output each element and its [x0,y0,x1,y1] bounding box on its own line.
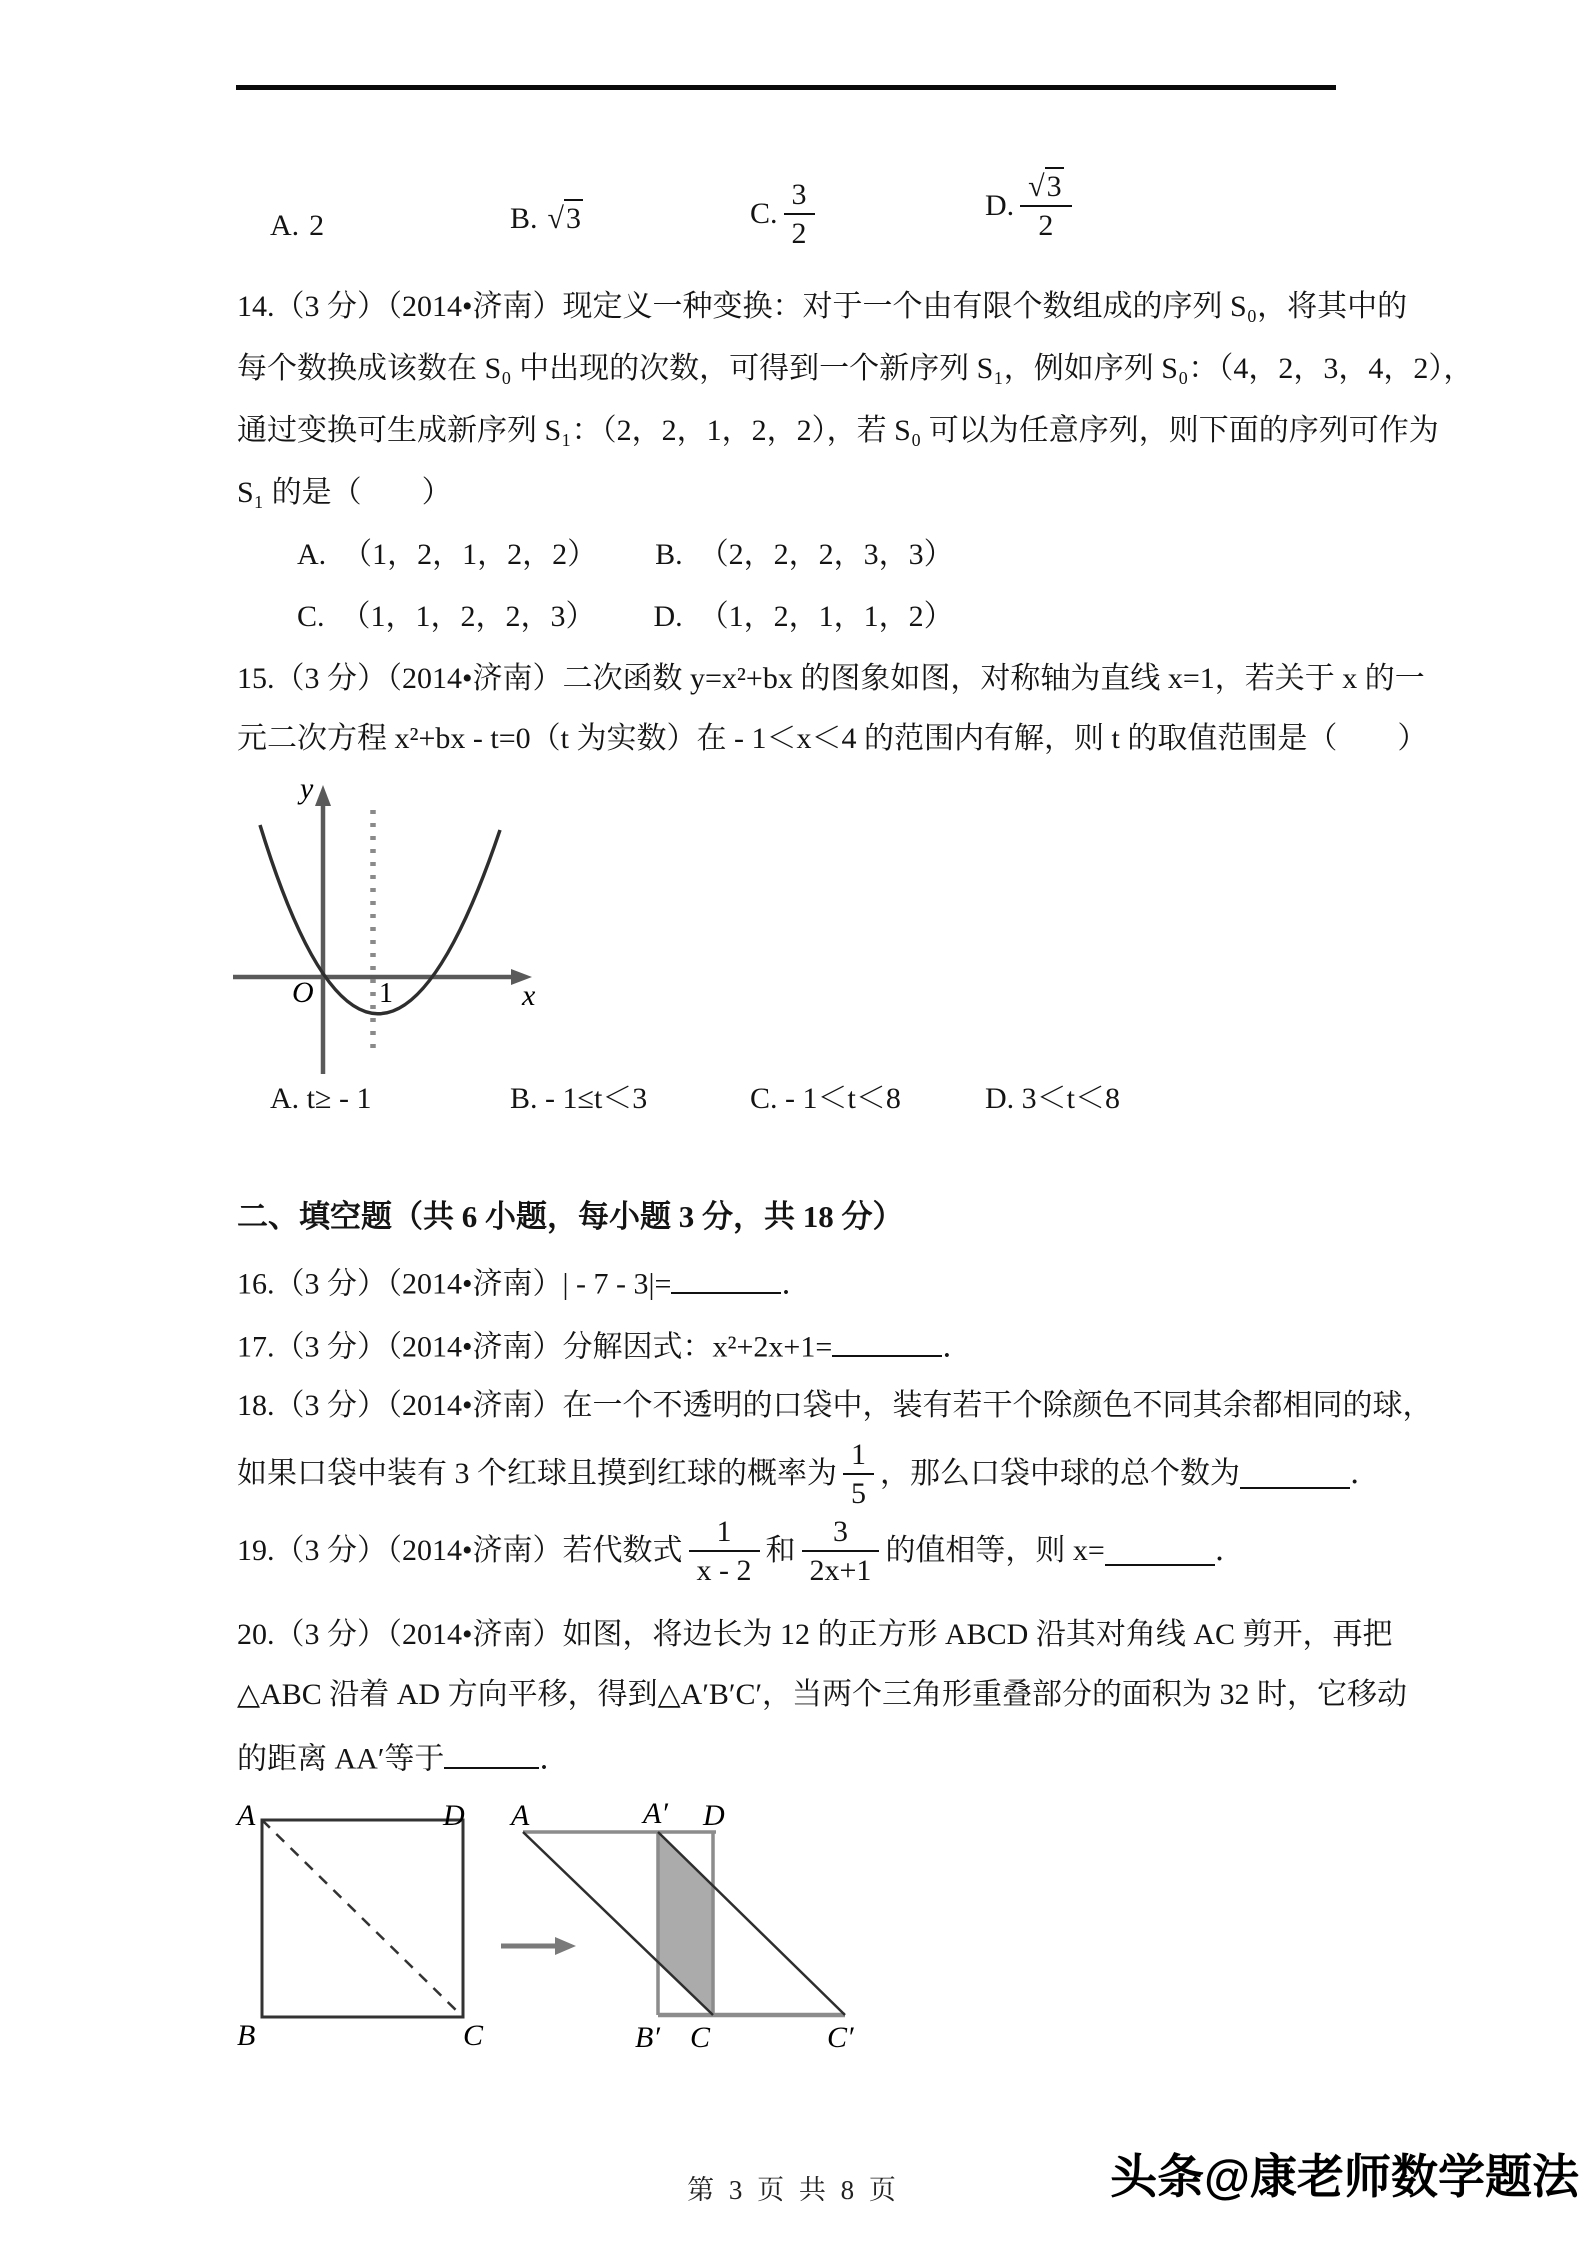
option-c-value: （1，1，2，2，3） [340,600,596,633]
option-d-label: D. [985,189,1015,223]
answer-blank [1240,1459,1350,1490]
period: ． [781,1267,812,1301]
watermark: 头条@康老师数学题法 [1110,2150,1579,2203]
period: ． [1350,1457,1380,1491]
period: ． [539,1742,570,1776]
diagonal-ac-dashed [262,1820,463,2017]
q13-option-c [750,178,821,250]
fraction [784,178,815,250]
option-c-label: C. [297,600,325,633]
option-a-label: A. [270,209,300,242]
x-axis-label: x [522,979,536,1012]
option-a-label: A. [297,538,327,571]
q15-line-2: 元二次方程 x²+bx - t=0（t 为实数）在 - 1＜x＜4 的范围内有解，则 t 的取值范围是（ ） [237,722,1428,755]
q13-option-d [985,170,1078,242]
option-b-sqrt-arg: 3 [564,199,583,235]
vertex-b-prime-label: B′ [635,2021,660,2054]
option-b-label: B. [510,202,538,235]
fraction-numerator: 3 [791,178,807,211]
fraction [689,1515,760,1587]
vertex-c-prime-label: C′ [827,2021,854,2054]
q20-figure [235,1795,875,2055]
q13-option-b [510,200,583,238]
option-b-value: （2，2，2，3，3） [698,538,954,571]
q14-options-row-2 [297,598,954,636]
radical-sign: √ [1028,170,1045,203]
fraction-numerator: 1 [716,1515,732,1548]
y-axis-label: y [300,780,314,805]
q17-text: 17.（3 分）（2014•济南）分解因式：x²+2x+1= [237,1330,833,1364]
q16-text: 16.（3 分）（2014•济南）| - 7 - 3|= [237,1267,672,1301]
q15-parabola-graph [170,780,580,1080]
y-axis-arrow [315,785,331,806]
vertex-c-label: C [463,2019,484,2052]
vertex-b-label: B [237,2019,256,2052]
q18-text-after: ，那么口袋中球的总个数为 [880,1457,1240,1491]
fraction-numerator: 3 [832,1515,848,1548]
q15-option-d: D. 3＜t＜8 [985,1082,1120,1115]
q20-text: 的距离 AA′等于 [237,1742,445,1776]
q18-text-before: 如果口袋中装有 3 个红球且摸到红球的概率为 [237,1457,837,1491]
q19-text-before: 19.（3 分）（2014•济南）若代数式 [237,1534,683,1568]
q14-line-2: 每个数换成该数在 S₀ 中出现的次数，可得到一个新序列 S₁，例如序列 S₀：（4，2，3，4，2）， [237,352,1474,385]
vertex-d-label: D [703,1799,725,1832]
answer-blank [1105,1536,1215,1567]
q15-line-1: 15.（3 分）（2014•济南）二次函数 y=x²+bx 的图象如图，对称轴为直线 x=1，若关于 x 的一 [237,662,1425,695]
fraction [843,1438,874,1510]
fraction [802,1515,880,1587]
page-number: 第 3 页 共 8 页 [687,2175,900,2205]
fraction-denominator: 5 [843,1473,874,1510]
origin-label: O [292,976,314,1009]
period: ． [1214,1534,1245,1568]
answer-blank [832,1326,942,1357]
fraction-denominator: 2 [1020,205,1071,242]
vertex-d-label: D [443,1799,465,1832]
option-d-sqrt-arg: 3 [1045,167,1064,203]
q19-line [237,1515,1245,1587]
fraction-numerator [1020,170,1071,205]
q14-options-row-1 [297,536,954,574]
q19-text-after: 的值相等，则 x= [885,1534,1105,1568]
q15-option-b: B. - 1≤t＜3 [510,1082,648,1115]
q20-line-3 [237,1738,569,1778]
fraction-numerator: 1 [851,1438,866,1471]
x-tick-1-label: 1 [379,978,393,1009]
vertex-a-label: A [237,1799,256,1832]
q18-line-2 [237,1438,1380,1510]
fraction [1020,170,1071,242]
fraction-denominator: x - 2 [689,1550,760,1587]
section-2-title: 二、填空题（共 6 小题，每小题 3 分，共 18 分） [237,1199,904,1234]
option-c-label: C. [750,197,778,231]
vertex-a-prime-label: A′ [643,1797,668,1830]
option-a-value: 2 [309,209,325,242]
option-b-label: B. [655,538,683,571]
q15-option-a: A. t≥ - 1 [270,1082,372,1115]
q19-text-middle: 和 [765,1534,796,1568]
q14-line-3: 通过变换可生成新序列 S₁：（2，2，1，2，2），若 S₀ 可以为任意序列，则下面的序列可作为 [237,414,1439,447]
vertex-a-label: A [511,1799,530,1832]
q13-option-a [270,207,324,245]
q20-line-2: △ABC 沿着 AD 方向平移，得到△A′B′C′，当两个三角形重叠部分的面积为 32 时，它移动 [237,1678,1408,1711]
option-d-label: D. [653,600,683,633]
answer-blank [444,1738,539,1769]
q15-option-c: C. - 1＜t＜8 [750,1082,901,1115]
header-rule [236,85,1336,90]
answer-blank [671,1263,781,1294]
period: ． [942,1330,973,1364]
q14-line-4: S₁ 的是（ ） [237,476,452,509]
vertex-c-label: C [690,2021,711,2054]
fraction-denominator: 2 [784,213,815,250]
translation-arrow-head [555,1937,576,1955]
q17-line [237,1326,972,1366]
fraction-denominator: 2x+1 [802,1550,880,1587]
q18-line-1: 18.（3 分）（2014•济南）在一个不透明的口袋中，装有若干个除颜色不同其余都相同的球， [237,1389,1433,1422]
q16-line [237,1263,811,1303]
q14-line-1: 14.（3 分）（2014•济南）现定义一种变换：对于一个由有限个数组成的序列 S₀，将其中的 [237,290,1408,323]
radical-sign: √ [547,202,564,235]
option-d-value: （1，2，1，1，2） [698,600,954,633]
option-a-value: （1，2，1，2，2） [342,538,598,571]
q20-line-1: 20.（3 分）（2014•济南）如图，将边长为 12 的正方形 ABCD 沿其对角线 AC 剪开，再把 [237,1618,1393,1651]
